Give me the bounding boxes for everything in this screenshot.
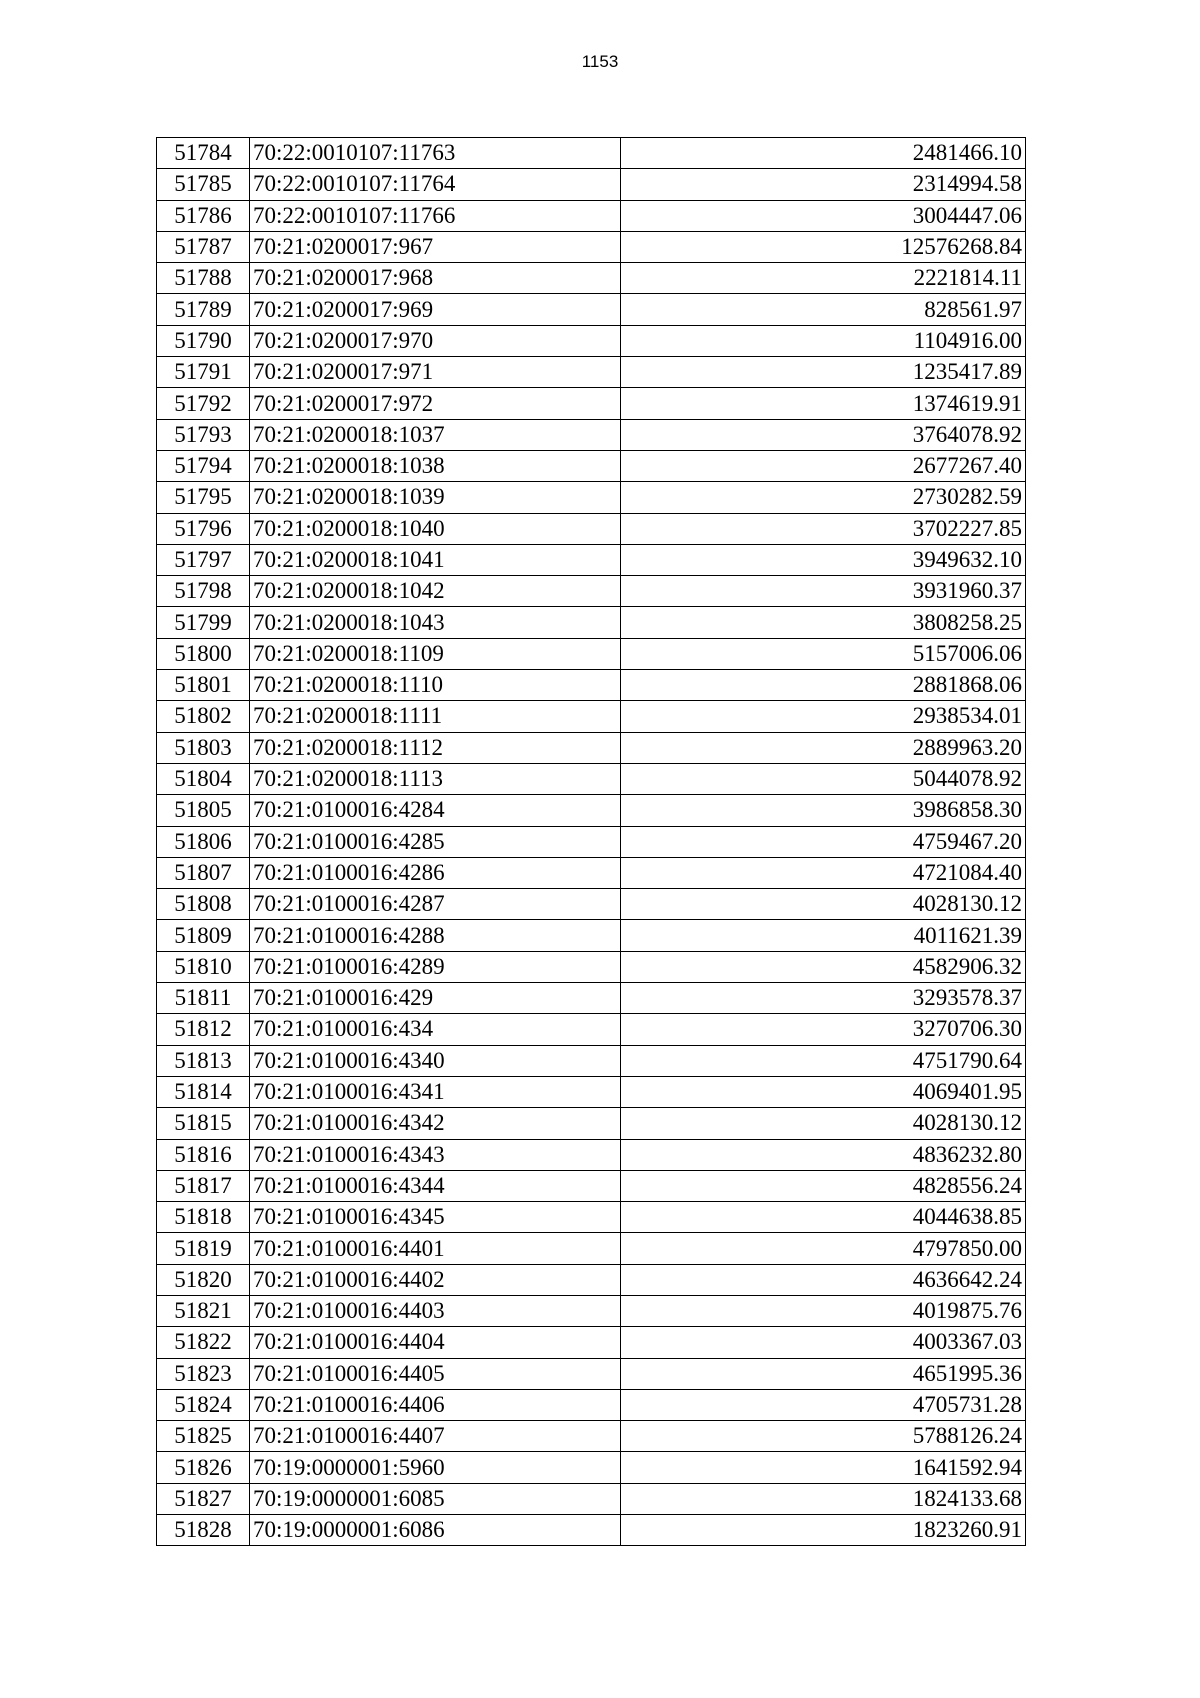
- table-row: [157, 1045, 1026, 1076]
- cadastral-value-cell: 3949632.10: [621, 544, 1026, 575]
- table-row: [157, 951, 1026, 982]
- cadastral-number-cell: 70:21:0200017:971: [250, 357, 621, 388]
- table-row: [157, 1515, 1026, 1546]
- cadastral-number-cell: 70:21:0200018:1039: [250, 482, 621, 513]
- table-row: [157, 231, 1026, 262]
- cadastral-value-cell: 3270706.30: [621, 1014, 1026, 1045]
- cadastral-value-cell: 4028130.12: [621, 889, 1026, 920]
- cadastral-value-cell: 1235417.89: [621, 357, 1026, 388]
- row-number-cell: 51804: [157, 763, 250, 794]
- cadastral-number-cell: 70:21:0100016:434: [250, 1014, 621, 1045]
- cadastral-value-cell: 4582906.32: [621, 951, 1026, 982]
- cadastral-number-cell: 70:21:0200018:1113: [250, 763, 621, 794]
- cadastral-number-cell: 70:21:0100016:4405: [250, 1358, 621, 1389]
- cadastral-number-cell: 70:21:0100016:4406: [250, 1389, 621, 1420]
- table-row: [157, 795, 1026, 826]
- cadastral-number-cell: 70:21:0100016:4289: [250, 951, 621, 982]
- cadastral-value-cell: 4636642.24: [621, 1264, 1026, 1295]
- row-number-cell: 51800: [157, 638, 250, 669]
- cadastral-value-cell: 1824133.68: [621, 1483, 1026, 1514]
- cadastral-number-cell: 70:21:0100016:429: [250, 983, 621, 1014]
- table-row: [157, 1452, 1026, 1483]
- cadastral-number-cell: 70:21:0200018:1043: [250, 607, 621, 638]
- table-row: [157, 388, 1026, 419]
- cadastral-value-cell: 3986858.30: [621, 795, 1026, 826]
- cadastral-value-cell: 4651995.36: [621, 1358, 1026, 1389]
- cadastral-number-cell: 70:21:0100016:4286: [250, 857, 621, 888]
- row-number-cell: 51820: [157, 1264, 250, 1295]
- row-number-cell: 51797: [157, 544, 250, 575]
- cadastral-value-cell: 2677267.40: [621, 450, 1026, 481]
- table-row: [157, 544, 1026, 575]
- row-number-cell: 51815: [157, 1108, 250, 1139]
- row-number-cell: 51791: [157, 357, 250, 388]
- table-row: [157, 1108, 1026, 1139]
- row-number-cell: 51798: [157, 576, 250, 607]
- cadastral-value-cell: 3702227.85: [621, 513, 1026, 544]
- cadastral-value-cell: 1823260.91: [621, 1515, 1026, 1546]
- table-row: [157, 169, 1026, 200]
- cadastral-value-cell: 4011621.39: [621, 920, 1026, 951]
- cadastral-number-cell: 70:22:0010107:11766: [250, 200, 621, 231]
- cadastral-number-cell: 70:22:0010107:11764: [250, 169, 621, 200]
- registry-table: [156, 137, 1026, 1546]
- cadastral-value-cell: 4019875.76: [621, 1295, 1026, 1326]
- cadastral-value-cell: 4759467.20: [621, 826, 1026, 857]
- cadastral-number-cell: 70:21:0200017:970: [250, 325, 621, 356]
- cadastral-value-cell: 1641592.94: [621, 1452, 1026, 1483]
- cadastral-number-cell: 70:21:0100016:4341: [250, 1076, 621, 1107]
- table-row: [157, 325, 1026, 356]
- row-number-cell: 51795: [157, 482, 250, 513]
- cadastral-value-cell: 5044078.92: [621, 763, 1026, 794]
- cadastral-number-cell: 70:21:0200018:1040: [250, 513, 621, 544]
- row-number-cell: 51825: [157, 1421, 250, 1452]
- cadastral-value-cell: 5157006.06: [621, 638, 1026, 669]
- table-row: [157, 513, 1026, 544]
- row-number-cell: 51812: [157, 1014, 250, 1045]
- row-number-cell: 51801: [157, 670, 250, 701]
- cadastral-number-cell: 70:21:0100016:4288: [250, 920, 621, 951]
- table-row: [157, 1295, 1026, 1326]
- cadastral-number-cell: 70:21:0100016:4404: [250, 1327, 621, 1358]
- cadastral-number-cell: 70:21:0200018:1037: [250, 419, 621, 450]
- row-number-cell: 51809: [157, 920, 250, 951]
- cadastral-number-cell: 70:21:0100016:4344: [250, 1170, 621, 1201]
- row-number-cell: 51794: [157, 450, 250, 481]
- table-row: [157, 263, 1026, 294]
- cadastral-number-cell: 70:22:0010107:11763: [250, 138, 621, 169]
- cadastral-value-cell: 2481466.10: [621, 138, 1026, 169]
- cadastral-number-cell: 70:21:0200018:1041: [250, 544, 621, 575]
- cadastral-number-cell: 70:21:0100016:4285: [250, 826, 621, 857]
- page-number: 1153: [581, 52, 619, 71]
- cadastral-value-cell: 1374619.91: [621, 388, 1026, 419]
- cadastral-value-cell: 3004447.06: [621, 200, 1026, 231]
- table-row: [157, 576, 1026, 607]
- cadastral-number-cell: 70:19:0000001:6086: [250, 1515, 621, 1546]
- cadastral-number-cell: 70:21:0100016:4345: [250, 1202, 621, 1233]
- registry-table-body: [157, 138, 1026, 1546]
- cadastral-number-cell: 70:21:0100016:4287: [250, 889, 621, 920]
- table-row: [157, 701, 1026, 732]
- cadastral-value-cell: 4705731.28: [621, 1389, 1026, 1420]
- cadastral-number-cell: 70:21:0200017:972: [250, 388, 621, 419]
- row-number-cell: 51793: [157, 419, 250, 450]
- table-row: [157, 732, 1026, 763]
- cadastral-value-cell: 4044638.85: [621, 1202, 1026, 1233]
- row-number-cell: 51786: [157, 200, 250, 231]
- row-number-cell: 51792: [157, 388, 250, 419]
- table-row: [157, 607, 1026, 638]
- row-number-cell: 51805: [157, 795, 250, 826]
- cadastral-value-cell: 4751790.64: [621, 1045, 1026, 1076]
- row-number-cell: 51788: [157, 263, 250, 294]
- cadastral-number-cell: 70:21:0200017:967: [250, 231, 621, 262]
- cadastral-number-cell: 70:21:0100016:4284: [250, 795, 621, 826]
- table-row: [157, 826, 1026, 857]
- cadastral-number-cell: 70:21:0200018:1038: [250, 450, 621, 481]
- cadastral-value-cell: 5788126.24: [621, 1421, 1026, 1452]
- cadastral-value-cell: 2221814.11: [621, 263, 1026, 294]
- table-row: [157, 1389, 1026, 1420]
- cadastral-number-cell: 70:19:0000001:6085: [250, 1483, 621, 1514]
- row-number-cell: 51784: [157, 138, 250, 169]
- cadastral-value-cell: 2889963.20: [621, 732, 1026, 763]
- cadastral-value-cell: 4028130.12: [621, 1108, 1026, 1139]
- table-row: [157, 638, 1026, 669]
- row-number-cell: 51787: [157, 231, 250, 262]
- row-number-cell: 51822: [157, 1327, 250, 1358]
- row-number-cell: 51799: [157, 607, 250, 638]
- cadastral-value-cell: 2881868.06: [621, 670, 1026, 701]
- table-row: [157, 889, 1026, 920]
- cadastral-number-cell: 70:21:0100016:4401: [250, 1233, 621, 1264]
- row-number-cell: 51828: [157, 1515, 250, 1546]
- cadastral-value-cell: 3293578.37: [621, 983, 1026, 1014]
- cadastral-number-cell: 70:21:0200018:1110: [250, 670, 621, 701]
- cadastral-number-cell: 70:21:0200018:1109: [250, 638, 621, 669]
- cadastral-value-cell: 828561.97: [621, 294, 1026, 325]
- table-row: [157, 200, 1026, 231]
- row-number-cell: 51817: [157, 1170, 250, 1201]
- cadastral-number-cell: 70:21:0100016:4402: [250, 1264, 621, 1295]
- cadastral-value-cell: 3764078.92: [621, 419, 1026, 450]
- table-row: [157, 1170, 1026, 1201]
- cadastral-number-cell: 70:21:0200018:1112: [250, 732, 621, 763]
- row-number-cell: 51789: [157, 294, 250, 325]
- table-row: [157, 1014, 1026, 1045]
- cadastral-number-cell: 70:21:0100016:4342: [250, 1108, 621, 1139]
- row-number-cell: 51807: [157, 857, 250, 888]
- table-row: [157, 419, 1026, 450]
- row-number-cell: 51814: [157, 1076, 250, 1107]
- row-number-cell: 51785: [157, 169, 250, 200]
- cadastral-value-cell: 2938534.01: [621, 701, 1026, 732]
- row-number-cell: 51824: [157, 1389, 250, 1420]
- table-row: [157, 857, 1026, 888]
- table-row: [157, 482, 1026, 513]
- cadastral-number-cell: 70:21:0200017:969: [250, 294, 621, 325]
- row-number-cell: 51819: [157, 1233, 250, 1264]
- cadastral-number-cell: 70:21:0200018:1042: [250, 576, 621, 607]
- row-number-cell: 51811: [157, 983, 250, 1014]
- row-number-cell: 51806: [157, 826, 250, 857]
- row-number-cell: 51808: [157, 889, 250, 920]
- table-row: [157, 1264, 1026, 1295]
- cadastral-value-cell: 4797850.00: [621, 1233, 1026, 1264]
- row-number-cell: 51810: [157, 951, 250, 982]
- row-number-cell: 51816: [157, 1139, 250, 1170]
- table-row: [157, 1358, 1026, 1389]
- row-number-cell: 51803: [157, 732, 250, 763]
- cadastral-number-cell: 70:21:0100016:4407: [250, 1421, 621, 1452]
- table-row: [157, 1327, 1026, 1358]
- cadastral-number-cell: 70:21:0100016:4343: [250, 1139, 621, 1170]
- table-row: [157, 294, 1026, 325]
- table-row: [157, 357, 1026, 388]
- table-row: [157, 1233, 1026, 1264]
- cadastral-number-cell: 70:21:0100016:4403: [250, 1295, 621, 1326]
- row-number-cell: 51813: [157, 1045, 250, 1076]
- cadastral-value-cell: 4836232.80: [621, 1139, 1026, 1170]
- table-row: [157, 450, 1026, 481]
- table-row: [157, 1421, 1026, 1452]
- cadastral-value-cell: 4069401.95: [621, 1076, 1026, 1107]
- table-row: [157, 1483, 1026, 1514]
- cadastral-value-cell: 3931960.37: [621, 576, 1026, 607]
- table-row: [157, 1202, 1026, 1233]
- row-number-cell: 51821: [157, 1295, 250, 1326]
- row-number-cell: 51790: [157, 325, 250, 356]
- cadastral-number-cell: 70:21:0200018:1111: [250, 701, 621, 732]
- cadastral-value-cell: 4721084.40: [621, 857, 1026, 888]
- cadastral-value-cell: 1104916.00: [621, 325, 1026, 356]
- cadastral-value-cell: 4828556.24: [621, 1170, 1026, 1201]
- table-row: [157, 983, 1026, 1014]
- cadastral-value-cell: 2314994.58: [621, 169, 1026, 200]
- cadastral-value-cell: 4003367.03: [621, 1327, 1026, 1358]
- row-number-cell: 51826: [157, 1452, 250, 1483]
- table-row: [157, 670, 1026, 701]
- table-row: [157, 763, 1026, 794]
- table-row: [157, 920, 1026, 951]
- cadastral-number-cell: 70:19:0000001:5960: [250, 1452, 621, 1483]
- cadastral-value-cell: 2730282.59: [621, 482, 1026, 513]
- cadastral-value-cell: 3808258.25: [621, 607, 1026, 638]
- row-number-cell: 51796: [157, 513, 250, 544]
- table-row: [157, 1139, 1026, 1170]
- row-number-cell: 51827: [157, 1483, 250, 1514]
- cadastral-number-cell: 70:21:0200017:968: [250, 263, 621, 294]
- cadastral-value-cell: 12576268.84: [621, 231, 1026, 262]
- row-number-cell: 51823: [157, 1358, 250, 1389]
- table-row: [157, 138, 1026, 169]
- row-number-cell: 51802: [157, 701, 250, 732]
- table-row: [157, 1076, 1026, 1107]
- row-number-cell: 51818: [157, 1202, 250, 1233]
- cadastral-number-cell: 70:21:0100016:4340: [250, 1045, 621, 1076]
